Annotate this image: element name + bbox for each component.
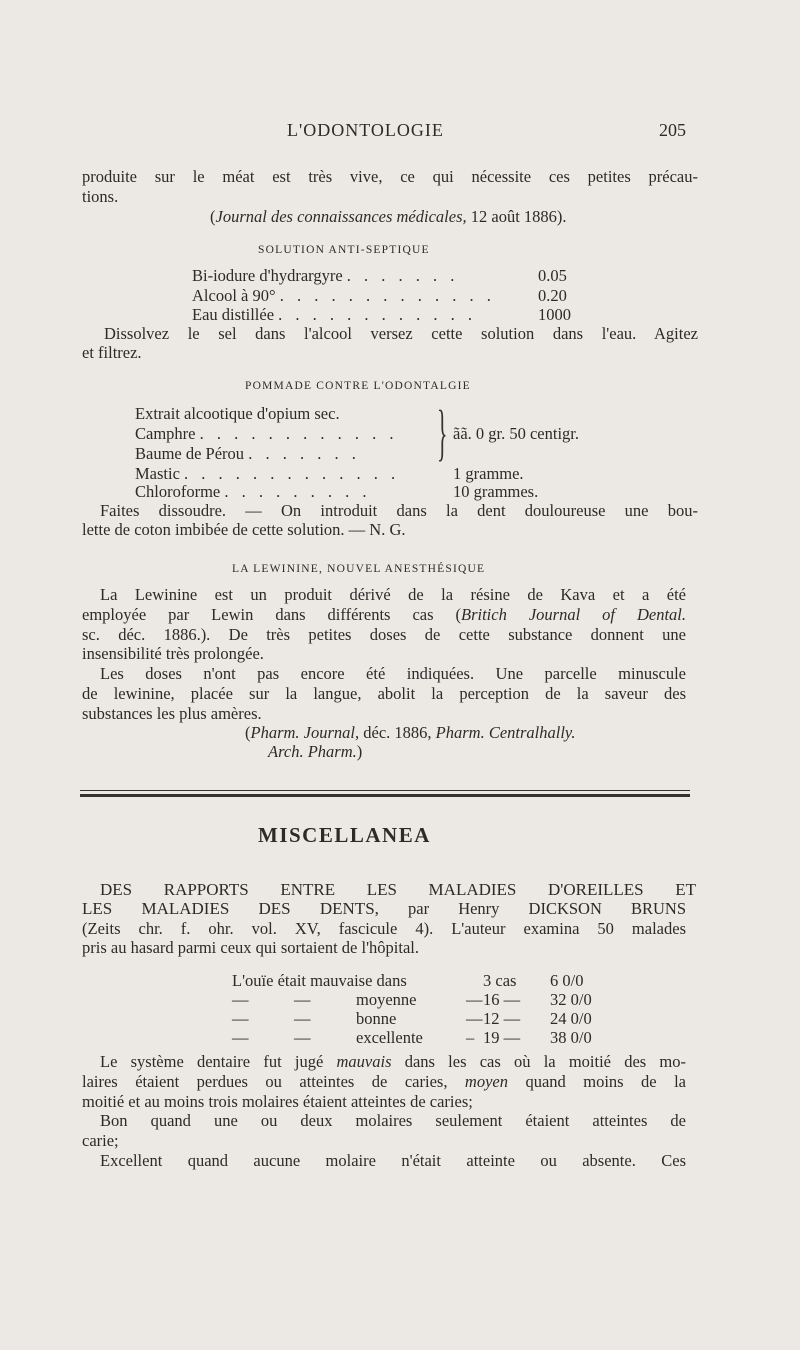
table-row-label: — — moyenne — — [232, 990, 483, 1009]
pommade-amount: 10 grammes. — [453, 482, 539, 501]
solution-item: Bi-iodure d'hydrargyre . . . . . . . — [192, 266, 459, 285]
miscellanea-paragraph-cont — [82, 1072, 686, 1111]
text-line: produite sur le méat est très vive, ce qui nécessite ces petites précau- — [82, 167, 698, 186]
pommade-instructions — [100, 501, 698, 521]
text-line: employée par Lewin dans différents cas (Britich Journal of Dental. — [82, 605, 686, 624]
miscellanea-paragraph-2 — [100, 1111, 686, 1131]
text-line: insensibilité très prolongée. — [82, 644, 264, 663]
brace: } — [437, 399, 448, 467]
intro-citation: (Journal des connaissances médicales, 12 août 1886). — [210, 207, 567, 226]
solution-amount: 0.20 — [538, 286, 567, 305]
text-line: (Zeits chr. f. ohr. vol. XV, fascicule 4). L'auteur examina 50 malades — [82, 918, 686, 938]
table-row-label: — — excellente – — [232, 1028, 475, 1047]
table-row-count: 16 — — [483, 990, 521, 1009]
table-row-count: 12 — — [483, 1009, 521, 1028]
text-line: carie; — [82, 1131, 119, 1150]
text-line: Les doses n'ont pas encore été indiquées. Une parcelle minuscule — [100, 664, 686, 683]
text-line: laires étaient perdues ou atteintes de caries, moyen quand moins de la — [82, 1072, 686, 1091]
text-line: Bon quand une ou deux molaires seulement étaient atteintes de — [100, 1111, 686, 1130]
text-line: sc. déc. 1886.). De très petites doses de cette substance donnent une — [82, 624, 686, 644]
text-line: DES RAPPORTS ENTRE LES MALADIES D'OREILLES ET — [100, 880, 696, 899]
text-line: LES MALADIES DES DENTS, par Henry DICKSON BRUNS — [82, 899, 686, 918]
section-heading-miscellanea: MISCELLANEA — [258, 823, 431, 847]
table-row-pct: 38 0/0 — [550, 1028, 592, 1047]
lewinine-reference: (Pharm. Journal, déc. 1886, Pharm. Centralhally. — [245, 723, 576, 742]
text-line: substances les plus amères. — [82, 703, 262, 723]
pommade-item: Camphre . . . . . . . . . . . . — [135, 424, 398, 443]
pommade-item: Mastic . . . . . . . . . . . . . — [135, 464, 400, 483]
running-title: L'ODONTOLOGIE — [287, 120, 444, 140]
table-row-label: — — bonne — — [232, 1009, 483, 1028]
miscellanea-title-line — [100, 880, 696, 900]
solution-amount: 1000 — [538, 305, 571, 324]
miscellanea-paragraph — [100, 1052, 686, 1072]
pommade-item: Extrait alcootique d'opium sec. — [135, 404, 340, 423]
text-line: lette de coton imbibée de cette solution. — N. G. — [82, 520, 406, 539]
solution-item: Alcool à 90° . . . . . . . . . . . . . — [192, 286, 496, 305]
table-row-pct: 24 0/0 — [550, 1009, 592, 1028]
text-line: tions. — [82, 186, 119, 206]
text-line: moitié et au moins trois molaires étaient atteintes de caries; — [82, 1091, 473, 1111]
citation-date: 12 août 1886). — [470, 207, 567, 226]
text-line: pris au hasard parmi ceux qui sortaient de l'hôpital. — [82, 938, 420, 957]
pommade-group-amount: ãã. 0 gr. 50 centigr. — [453, 424, 580, 443]
text-line: La Lewinine est un produit dérivé de la résine de Kava et a été — [100, 585, 686, 604]
intro-paragraph — [82, 167, 698, 206]
solution-instructions — [104, 324, 698, 344]
lewinine-reference-2: Arch. Pharm.) — [268, 742, 363, 761]
journal-title: Britich Journal of Dental. — [461, 605, 686, 624]
table-row-count: 19 — — [483, 1028, 521, 1047]
pommade-item: Baume de Pérou . . . . . . . — [135, 444, 361, 463]
lewinine-paragraph-1-cont — [82, 605, 686, 664]
divider — [80, 794, 690, 797]
solution-amount: 0.05 — [538, 266, 567, 285]
solution-item: Eau distillée . . . . . . . . . . . . — [192, 305, 477, 324]
table-row-pct: 32 0/0 — [550, 990, 592, 1009]
text-line: et filtrez. — [82, 343, 142, 362]
table-row-label: L'ouïe était mauvaise dans — [232, 971, 407, 990]
citation-journal: Journal des connaissances médicales, — [215, 207, 467, 226]
table-row-pct: 6 0/0 — [550, 971, 584, 990]
pommade-item: Chloroforme . . . . . . . . . — [135, 482, 371, 501]
lewinine-paragraph-2-cont — [82, 684, 686, 723]
text-line: Dissolvez le sel dans l'alcool versez cette solution dans l'eau. Agitez — [104, 324, 698, 343]
table-row-count: 3 cas — [483, 971, 517, 990]
section-title-pommade: POMMADE CONTRE L'ODONTALGIE — [245, 380, 471, 392]
divider — [80, 790, 690, 791]
miscellanea-title-line-2 — [82, 899, 686, 958]
text-line: Le système dentaire fut jugé mauvais dans les cas où la moitié des mo- — [100, 1052, 686, 1071]
pommade-amount: 1 gramme. — [453, 464, 524, 483]
text-line: Faites dissoudre. — On introduit dans la dent douloureuse une bou- — [100, 501, 698, 520]
section-title-lewinine: LA LEWININE, NOUVEL ANESTHÉSIQUE — [232, 563, 486, 575]
section-title-solution: SOLUTION ANTI-SEPTIQUE — [258, 244, 430, 256]
miscellanea-paragraph-3 — [100, 1151, 686, 1171]
page-number: 205 — [659, 120, 686, 140]
lewinine-paragraph-1 — [100, 585, 686, 605]
text-line: de lewinine, placée sur la langue, abolit la perception de la saveur des — [82, 684, 686, 703]
text-line: Excellent quand aucune molaire n'était atteinte ou absente. Ces — [100, 1151, 686, 1170]
lewinine-paragraph-2 — [100, 664, 686, 684]
